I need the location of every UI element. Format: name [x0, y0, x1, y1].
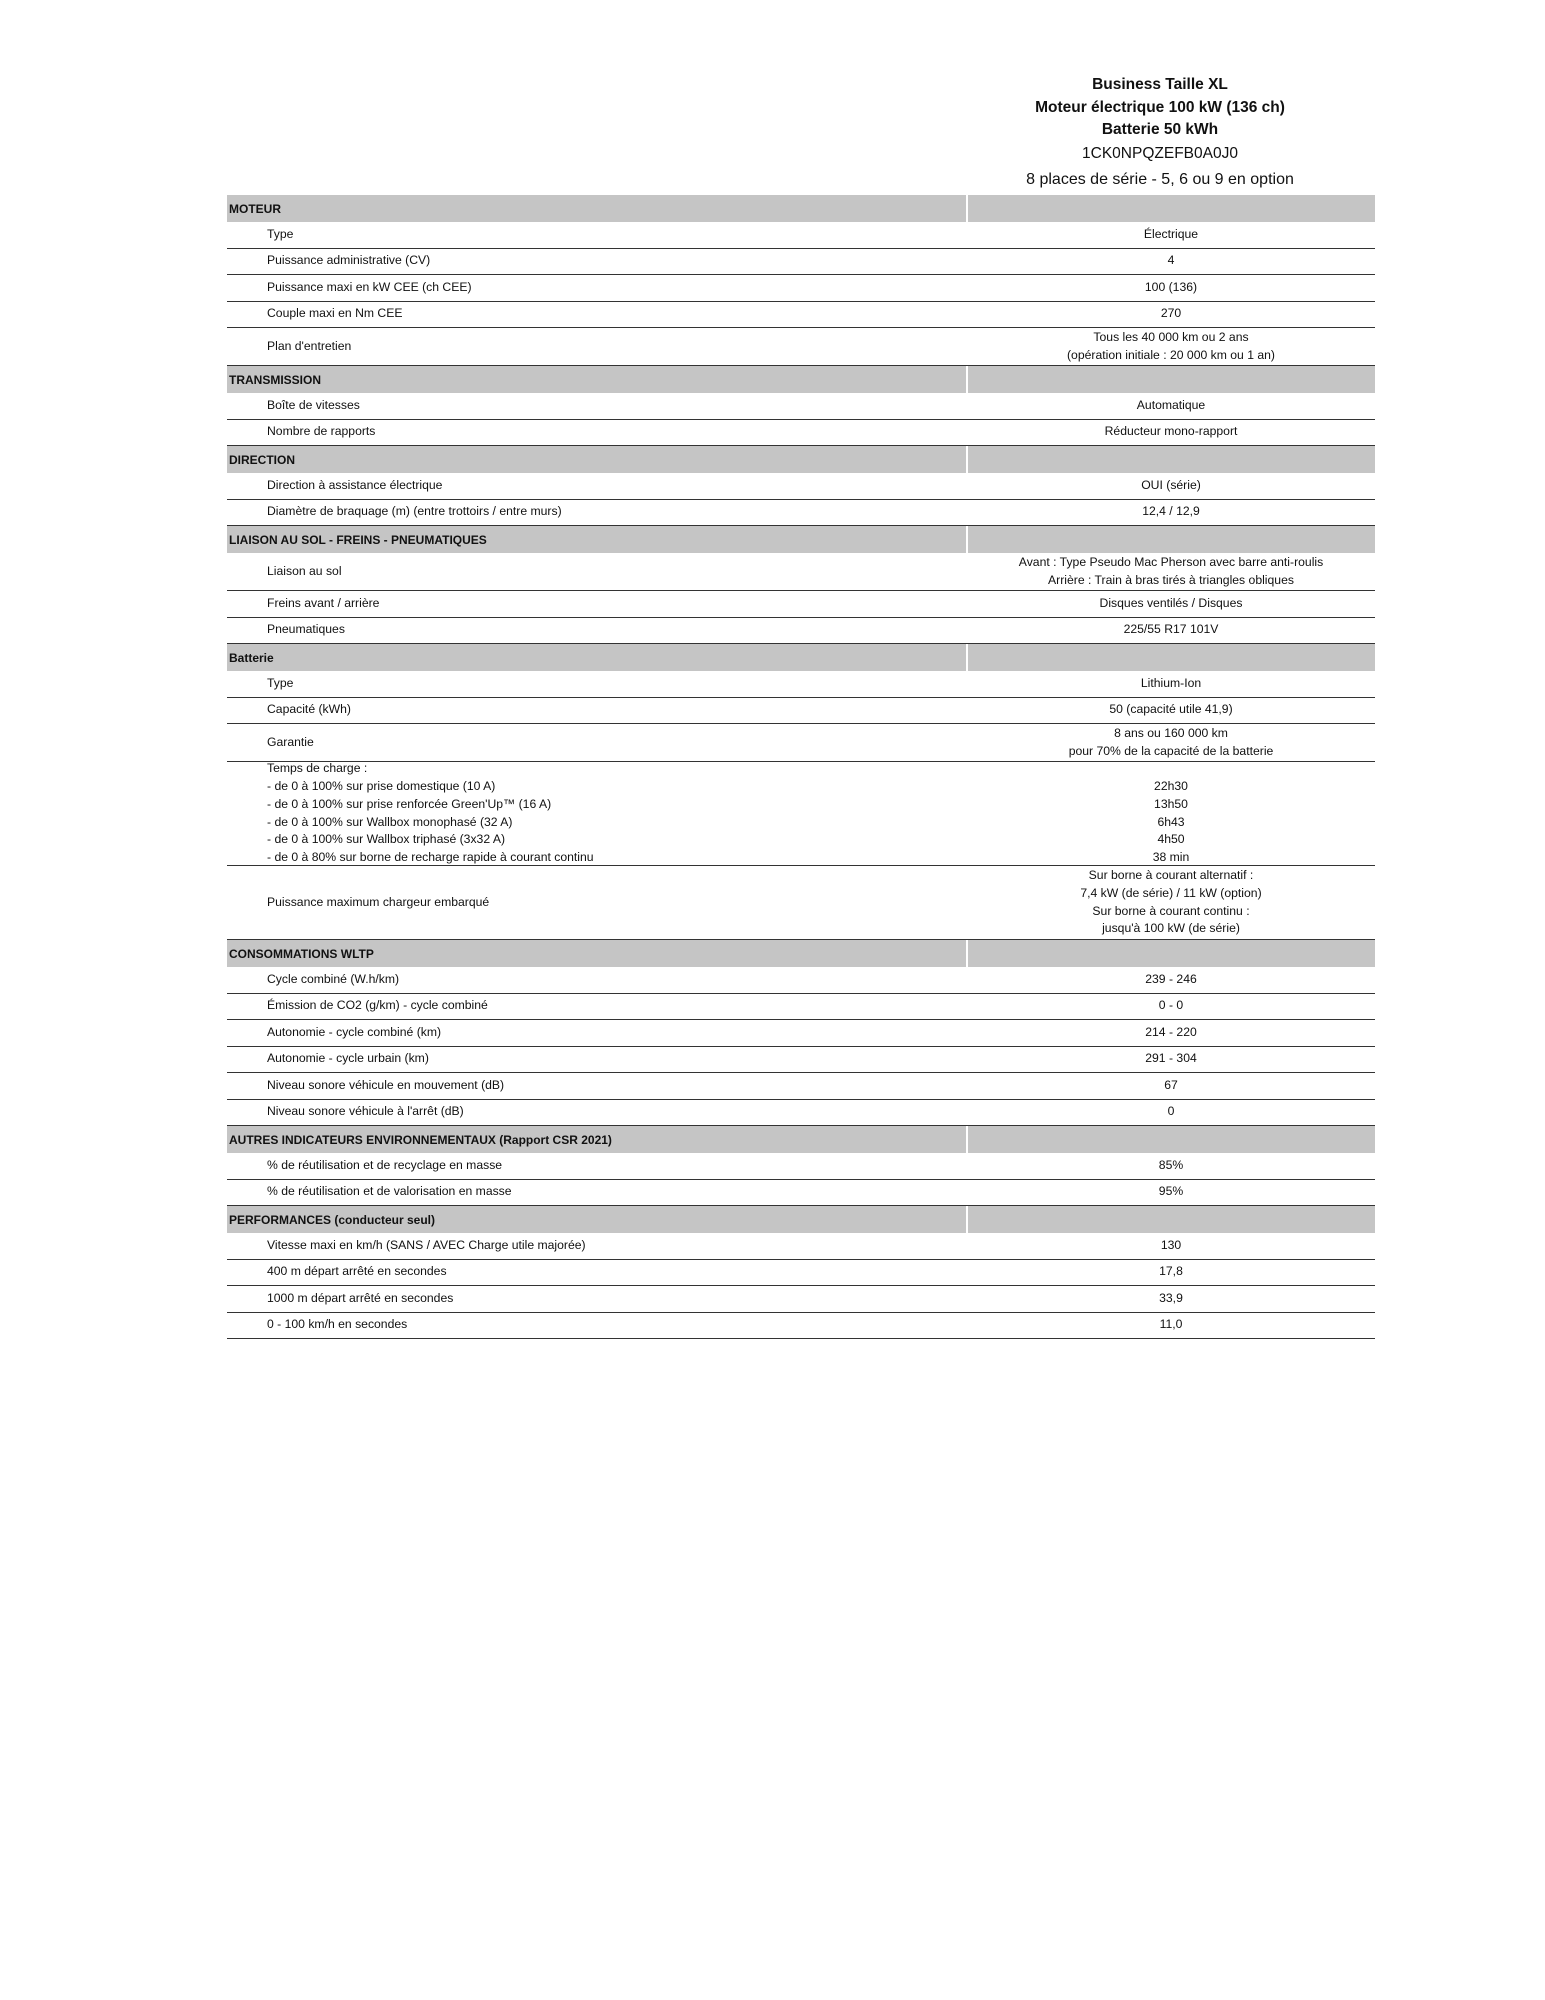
- spec-value: 270: [1160, 306, 1182, 321]
- section-divider: [966, 195, 968, 222]
- spec-label: Garantie: [267, 734, 314, 749]
- header-seats: 8 places de série - 5, 6 ou 9 en option: [1026, 171, 1294, 188]
- spec-row: [227, 302, 1375, 329]
- spec-label: 400 m départ arrêté en secondes: [267, 1264, 447, 1279]
- spec-value: 239 - 246: [1145, 971, 1197, 986]
- spec-row: [227, 1073, 1375, 1100]
- spec-row: [227, 500, 1375, 527]
- spec-label: Autonomie - cycle urbain (km): [267, 1051, 429, 1066]
- spec-value: 22h30 13h50 6h43 4h50 38 min: [1152, 778, 1190, 865]
- spec-label: % de réutilisation et de valorisation en masse: [267, 1184, 512, 1199]
- spec-value: 17,8: [1159, 1264, 1183, 1279]
- section-header: [227, 195, 1375, 222]
- spec-value: 130: [1160, 1237, 1182, 1252]
- section-divider: [966, 1126, 968, 1153]
- spec-row: [227, 724, 1375, 762]
- section-divider: [966, 644, 968, 671]
- spec-value: Tous les 40 000 km ou 2 ans (opération initiale : 20 000 km ou 1 an): [1067, 329, 1275, 362]
- spec-row: [227, 1047, 1375, 1074]
- spec-row: [227, 1260, 1375, 1287]
- spec-table: [227, 195, 1375, 1339]
- spec-value: 100 (136): [1144, 279, 1198, 294]
- spec-label: Nombre de rapports: [267, 424, 376, 439]
- spec-row: [227, 249, 1375, 276]
- spec-row: [227, 1313, 1375, 1340]
- spec-row: [227, 328, 1375, 366]
- section-divider: [966, 366, 968, 393]
- spec-label: Puissance maxi en kW CEE (ch CEE): [267, 279, 472, 294]
- section-header: [227, 940, 1375, 967]
- spec-row: [227, 762, 1375, 866]
- spec-value: Disques ventilés / Disques: [1099, 595, 1243, 610]
- spec-row: [227, 1100, 1375, 1127]
- spec-value: 0: [1167, 1104, 1175, 1119]
- spec-value: 85%: [1158, 1157, 1184, 1172]
- section-title: Batterie: [229, 650, 274, 665]
- spec-row: [227, 1286, 1375, 1313]
- section-title: AUTRES INDICATEURS ENVIRONNEMENTAUX (Rapport CSR 2021): [229, 1132, 612, 1147]
- spec-label: Type: [267, 226, 294, 241]
- spec-label: Diamètre de braquage (m) (entre trottoirs / entre murs): [267, 504, 562, 519]
- spec-row: [227, 1233, 1375, 1260]
- section-header: [227, 366, 1375, 393]
- spec-label: Liaison au sol: [267, 563, 342, 578]
- spec-label: Niveau sonore véhicule à l'arrêt (dB): [267, 1104, 464, 1119]
- spec-label: Vitesse maxi en km/h (SANS / AVEC Charge utile majorée): [267, 1237, 586, 1252]
- spec-row: [227, 1180, 1375, 1207]
- spec-label: Puissance maximum chargeur embarqué: [267, 894, 490, 909]
- spec-row: [227, 671, 1375, 698]
- document-header: [960, 74, 1360, 192]
- section-header: [227, 1206, 1375, 1233]
- spec-row: [227, 618, 1375, 645]
- spec-value: 4: [1167, 253, 1175, 268]
- spec-value: 214 - 220: [1145, 1024, 1197, 1039]
- spec-value: Automatique: [1136, 397, 1206, 412]
- spec-row: [227, 866, 1375, 940]
- spec-value: 0 - 0: [1158, 998, 1184, 1013]
- spec-label: Direction à assistance électrique: [267, 477, 443, 492]
- spec-label: Type: [267, 675, 294, 690]
- spec-label: Pneumatiques: [267, 622, 345, 637]
- spec-value: 291 - 304: [1145, 1051, 1197, 1066]
- spec-label: Capacité (kWh): [267, 702, 351, 717]
- section-title: LIAISON AU SOL - FREINS - PNEUMATIQUES: [229, 532, 487, 547]
- spec-row: [227, 473, 1375, 500]
- spec-value: 11,0: [1159, 1317, 1183, 1332]
- spec-row: [227, 1153, 1375, 1180]
- section-divider: [966, 446, 968, 473]
- spec-label: Temps de charge : - de 0 à 100% sur prise domestique (10 A) - de 0 à 100% sur prise renforcée Green'Up™ (16 A) - de 0 à 100% sur Wallbox monophasé (32 A) - de 0 à 100% sur Wallbox triphasé (3x32 A) - de 0 à 80% sur borne de recharge rapide à courant continu: [267, 761, 594, 865]
- spec-value: Électrique: [1143, 226, 1199, 241]
- spec-label: Autonomie - cycle combiné (km): [267, 1024, 442, 1039]
- spec-label: Puissance administrative (CV): [267, 253, 431, 268]
- header-title: Business Taille XL: [1092, 76, 1228, 93]
- spec-row: [227, 393, 1375, 420]
- header-battery: Batterie 50 kWh: [1101, 121, 1219, 138]
- spec-value: Réducteur mono-rapport: [1104, 424, 1238, 439]
- spec-value: Sur borne à courant alternatif : 7,4 kW (de série) / 11 kW (option) Sur borne à courant continu : jusqu'à 100 kW (de série): [1080, 867, 1262, 936]
- spec-label: Plan d'entretien: [267, 338, 352, 353]
- spec-value: 225/55 R17 101V: [1123, 622, 1219, 637]
- section-divider: [966, 940, 968, 967]
- spec-label: 0 - 100 km/h en secondes: [267, 1317, 408, 1332]
- spec-row: [227, 967, 1375, 994]
- spec-value: 50 (capacité utile 41,9): [1109, 702, 1233, 717]
- spec-label: % de réutilisation et de recyclage en masse: [267, 1157, 503, 1172]
- spec-value: OUI (série): [1141, 477, 1201, 492]
- spec-value: 67: [1164, 1077, 1178, 1092]
- spec-row: [227, 698, 1375, 725]
- spec-label: 1000 m départ arrêté en secondes: [267, 1290, 454, 1305]
- spec-row: [227, 1020, 1375, 1047]
- section-title: CONSOMMATIONS WLTP: [229, 946, 374, 961]
- section-header: [227, 446, 1375, 473]
- header-version-code: 1CK0NPQZEFB0A0J0: [1082, 144, 1238, 162]
- section-header: [227, 526, 1375, 553]
- spec-label: Émission de CO2 (g/km) - cycle combiné: [267, 998, 488, 1013]
- spec-label: Cycle combiné (W.h/km): [267, 971, 400, 986]
- spec-value: Lithium-Ion: [1140, 675, 1202, 690]
- spec-value: Avant : Type Pseudo Mac Pherson avec barre anti-roulis Arrière : Train à bras tirés à triangles obliques: [1018, 554, 1324, 587]
- section-title: TRANSMISSION: [229, 372, 322, 387]
- spec-value: 95%: [1158, 1184, 1184, 1199]
- section-header: [227, 1126, 1375, 1153]
- section-divider: [966, 1206, 968, 1233]
- spec-value: 12,4 / 12,9: [1142, 504, 1200, 519]
- spec-value: 33,9: [1159, 1290, 1183, 1305]
- spec-row: [227, 222, 1375, 249]
- spec-row: [227, 275, 1375, 302]
- spec-label: Boîte de vitesses: [267, 397, 360, 412]
- spec-row: [227, 591, 1375, 618]
- spec-row: [227, 994, 1375, 1021]
- section-divider: [966, 526, 968, 553]
- spec-label: Freins avant / arrière: [267, 595, 380, 610]
- spec-label: Niveau sonore véhicule en mouvement (dB): [267, 1077, 505, 1092]
- spec-row: [227, 420, 1375, 447]
- spec-row: [227, 553, 1375, 591]
- spec-value: 8 ans ou 160 000 km pour 70% de la capacité de la batterie: [1068, 725, 1274, 758]
- spec-label: Couple maxi en Nm CEE: [267, 306, 403, 321]
- section-header: [227, 644, 1375, 671]
- header-engine: Moteur électrique 100 kW (136 ch): [1035, 98, 1285, 116]
- section-title: MOTEUR: [229, 201, 281, 216]
- section-title: DIRECTION: [229, 452, 295, 467]
- section-title: PERFORMANCES (conducteur seul): [229, 1212, 436, 1227]
